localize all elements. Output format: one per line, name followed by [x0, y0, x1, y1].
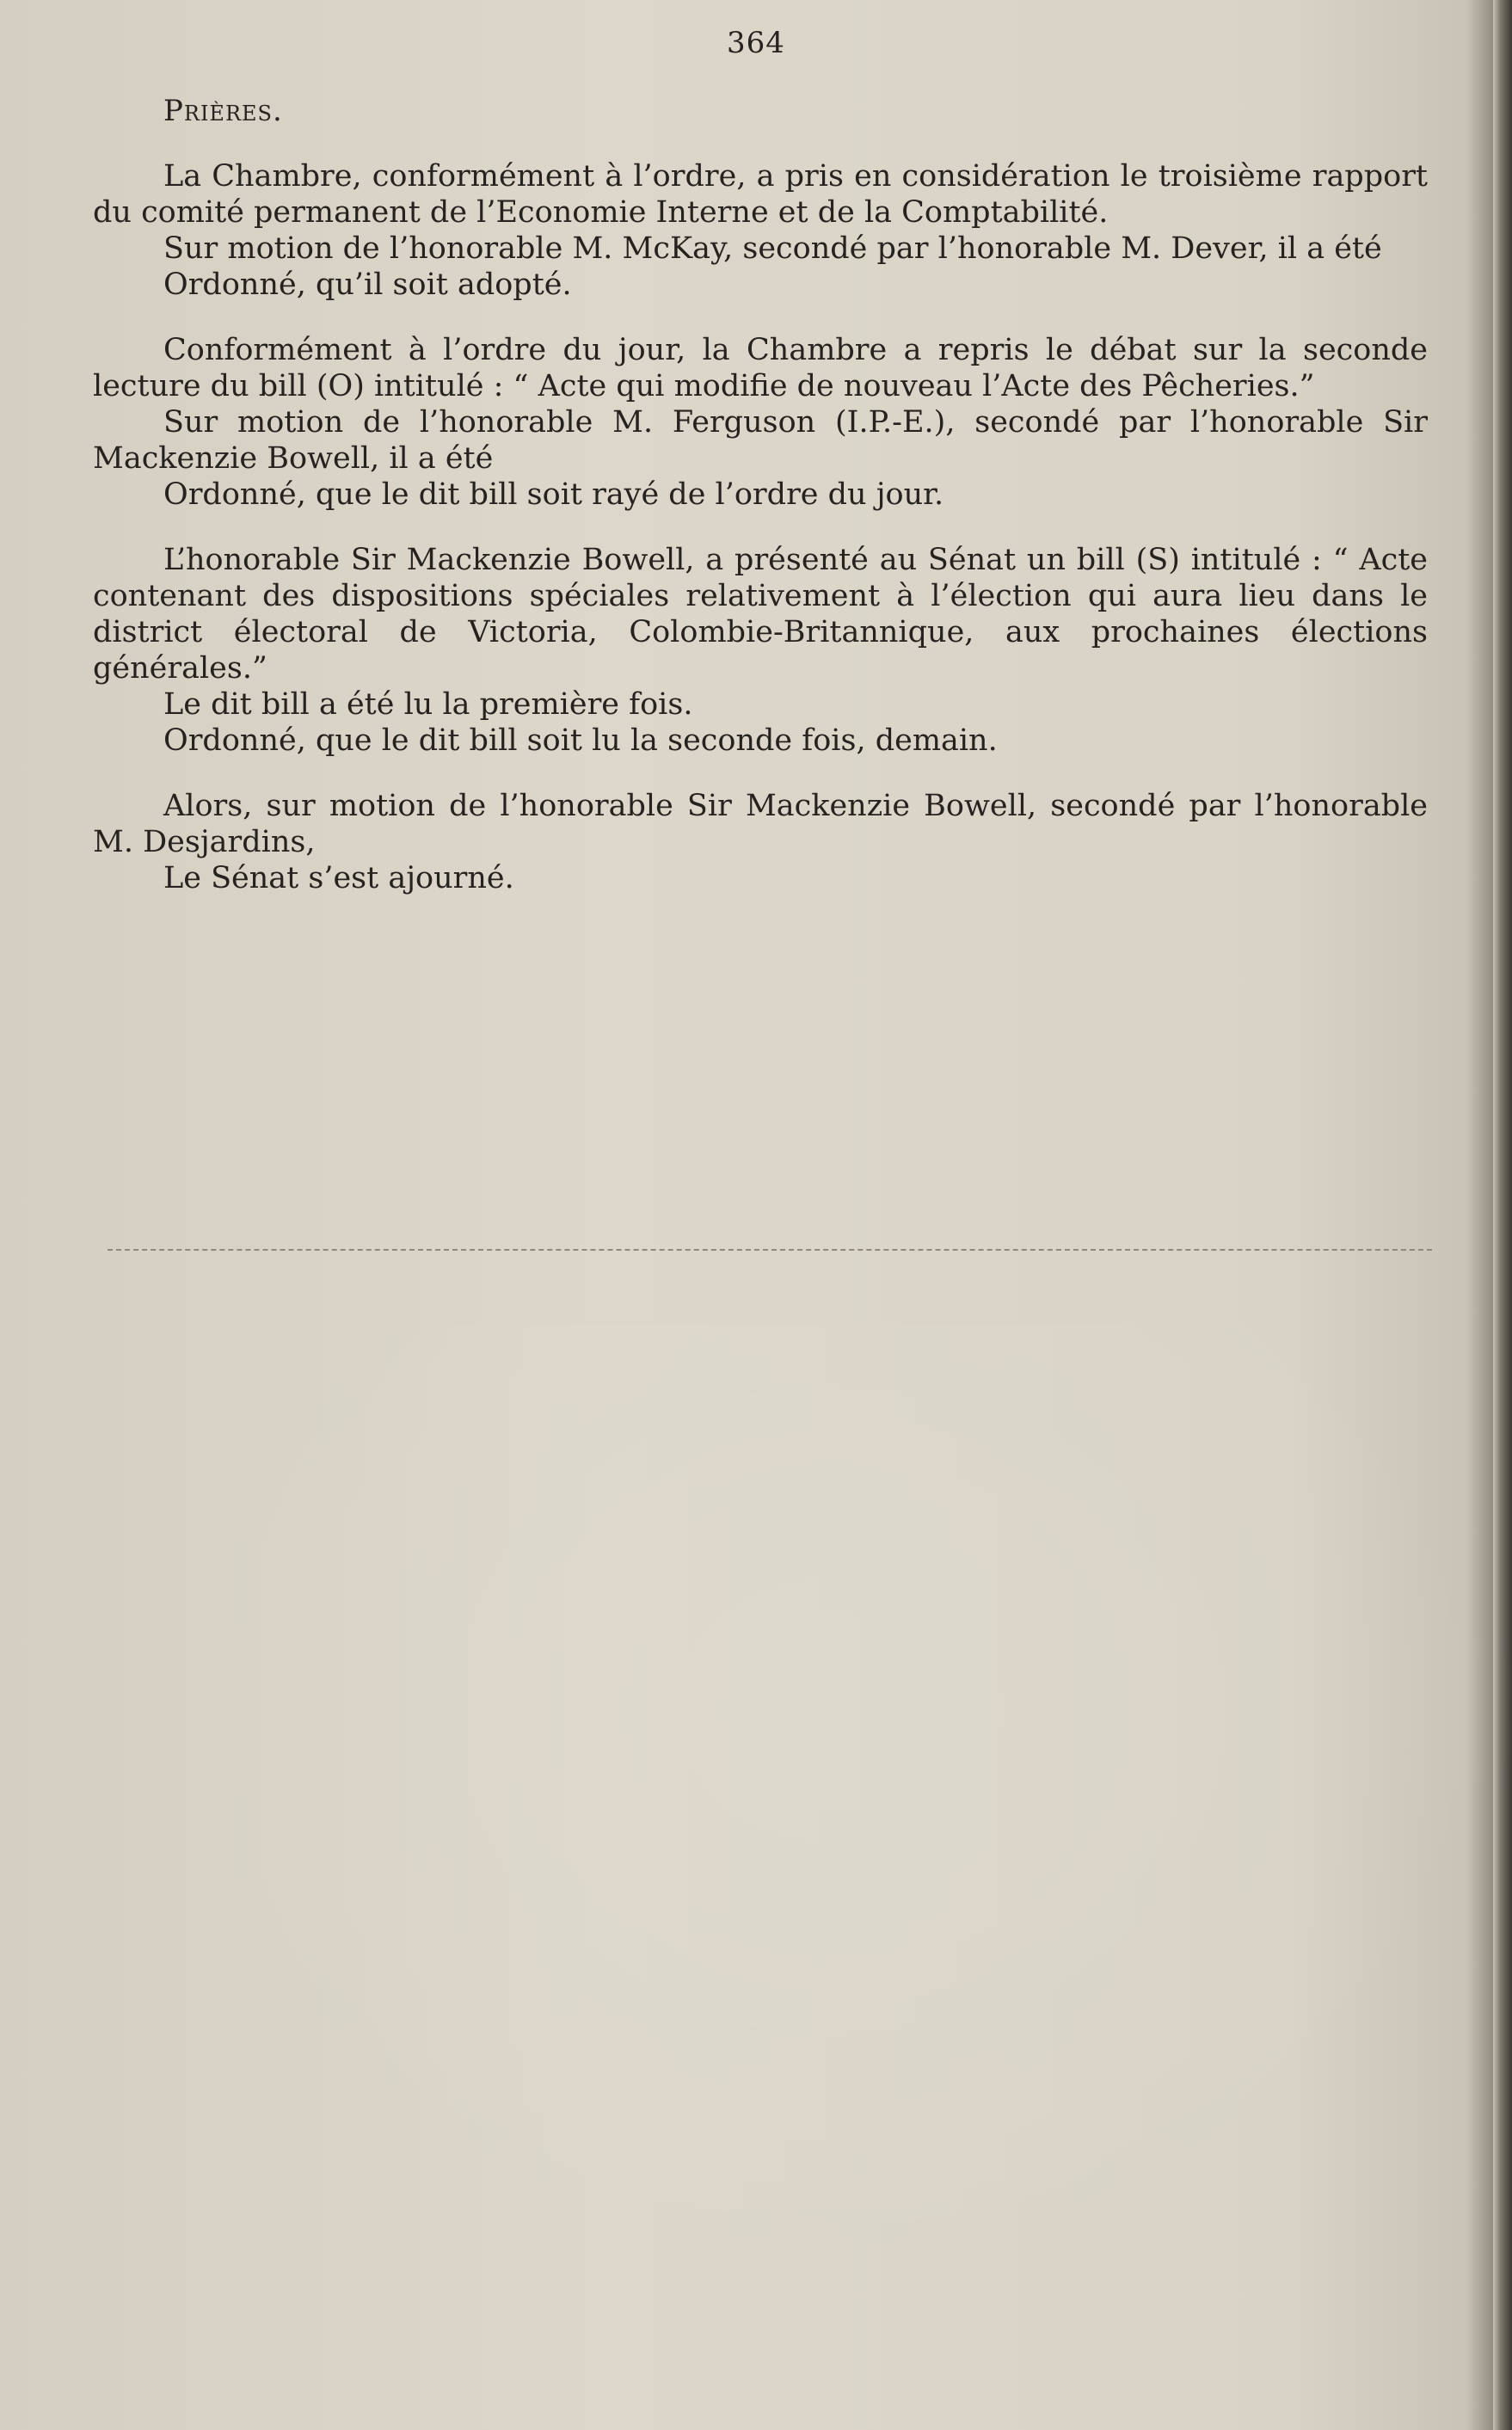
paragraph-order: Ordonné, qu’il soit adopté.: [163, 268, 572, 302]
minutes-section-adjournment: [93, 788, 1428, 896]
dashed-separator-rule: [108, 1249, 1432, 1251]
paper-texture-area: [0, 1325, 1512, 2426]
paragraph-motion: Sur motion de l’honorable M. McKay, secondé par l’honorable M. Dever, il a été: [163, 231, 1382, 266]
paragraph-report: La Chambre, conformément à l’ordre, a pris en considération le troisième rapport du comité permanent de l’Economie Interne et de la Comptabilité.: [93, 159, 1428, 230]
page-number: 364: [727, 26, 785, 60]
paragraph-adjournment-motion: Alors, sur motion de l’honorable Sir Mackenzie Bowell, secondé par l’honorable M. Desjardins,: [93, 789, 1428, 859]
minutes-section-victoria-bill: [93, 542, 1428, 759]
paragraph-bill-introduced: L’honorable Sir Mackenzie Bowell, a présenté au Sénat un bill (S) intitulé : “ Acte contenant des dispositions spéciales relativement à l’élection qui aura lieu dans le district électoral de Victoria, Colombie-Britannique, aux prochaines élections générales.”: [93, 543, 1428, 686]
paragraph-order: Ordonné, que le dit bill soit lu la seconde fois, demain.: [163, 723, 998, 758]
paragraph-motion: Sur motion de l’honorable M. Ferguson (I.P.-E.), secondé par l’honorable Sir Mackenzie Bowell, il a été: [93, 405, 1428, 476]
minutes-section-fisheries-bill: [93, 332, 1428, 513]
minutes-section-report: [93, 158, 1428, 303]
paragraph-order: Ordonné, que le dit bill soit rayé de l’ordre du jour.: [163, 477, 944, 512]
paragraph-debate: Conformément à l’ordre du jour, la Chambre a repris le débat sur la seconde lecture du bill (O) intitulé : “ Acte qui modifie de nouveau l’Acte des Pêcheries.”: [93, 333, 1428, 403]
paragraph-adjourned: Le Sénat s’est ajourné.: [163, 861, 514, 895]
document-body: [93, 93, 1428, 926]
paragraph-first-reading: Le dit bill a été lu la première fois.: [163, 687, 693, 722]
section-heading: Prières.: [163, 94, 283, 128]
